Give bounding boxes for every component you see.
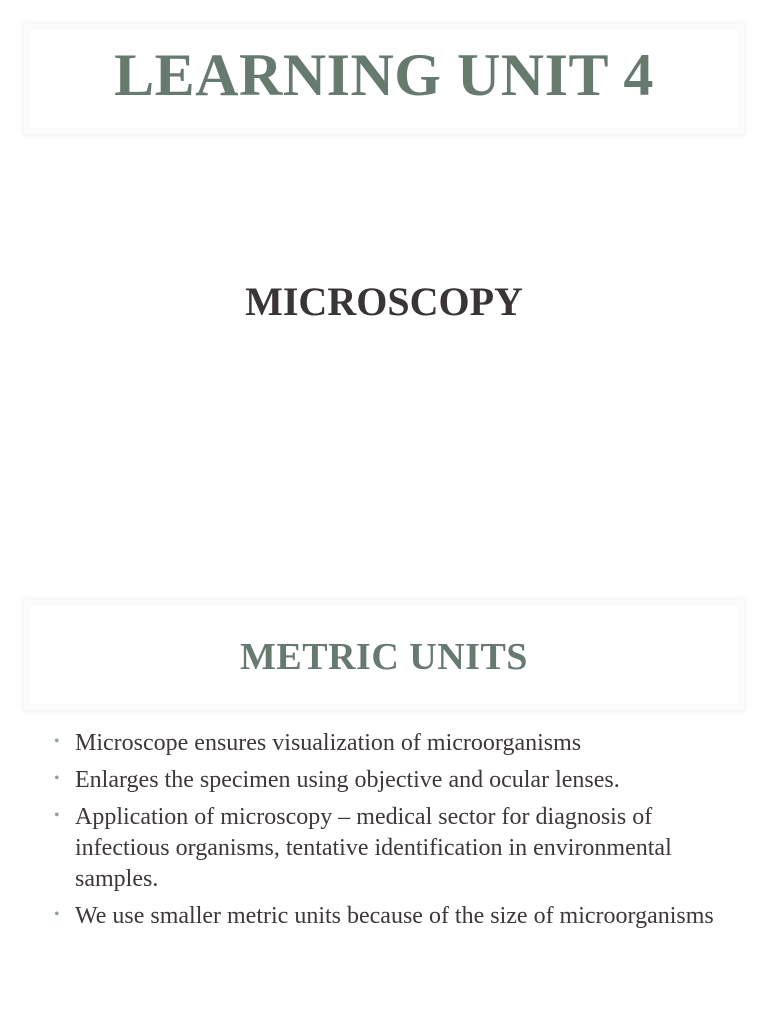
- bullet-text: Microscope ensures visualization of microorganisms: [75, 730, 582, 756]
- bullet-dot-icon: •: [54, 770, 60, 787]
- bullet-dot-icon: •: [54, 733, 60, 750]
- bullet-text: Enlarges the specimen using objective and ocular lenses.: [75, 767, 620, 793]
- slide1-title: LEARNING UNIT 4: [114, 42, 654, 108]
- bullet-item: [52, 765, 732, 796]
- bullet-dot-icon: •: [54, 807, 60, 824]
- bullet-dot-icon: •: [54, 906, 60, 923]
- bullet-item: [52, 901, 732, 932]
- slide2-title: METRIC UNITS: [240, 636, 528, 678]
- bullet-text: We use smaller metric units because of the size of microorganisms: [75, 903, 714, 929]
- slide2-bullet-list: [52, 728, 732, 938]
- bullet-text: Application of microscopy – medical sector for diagnosis of infectious organisms, tentative identification in environmental samples.: [75, 804, 672, 892]
- bullet-item: [52, 728, 732, 759]
- bullet-item: [52, 802, 732, 895]
- slide2-title-band: [24, 600, 744, 710]
- slide1-title-band: [24, 24, 744, 134]
- slide1-subtitle: MICROSCOPY: [245, 279, 523, 324]
